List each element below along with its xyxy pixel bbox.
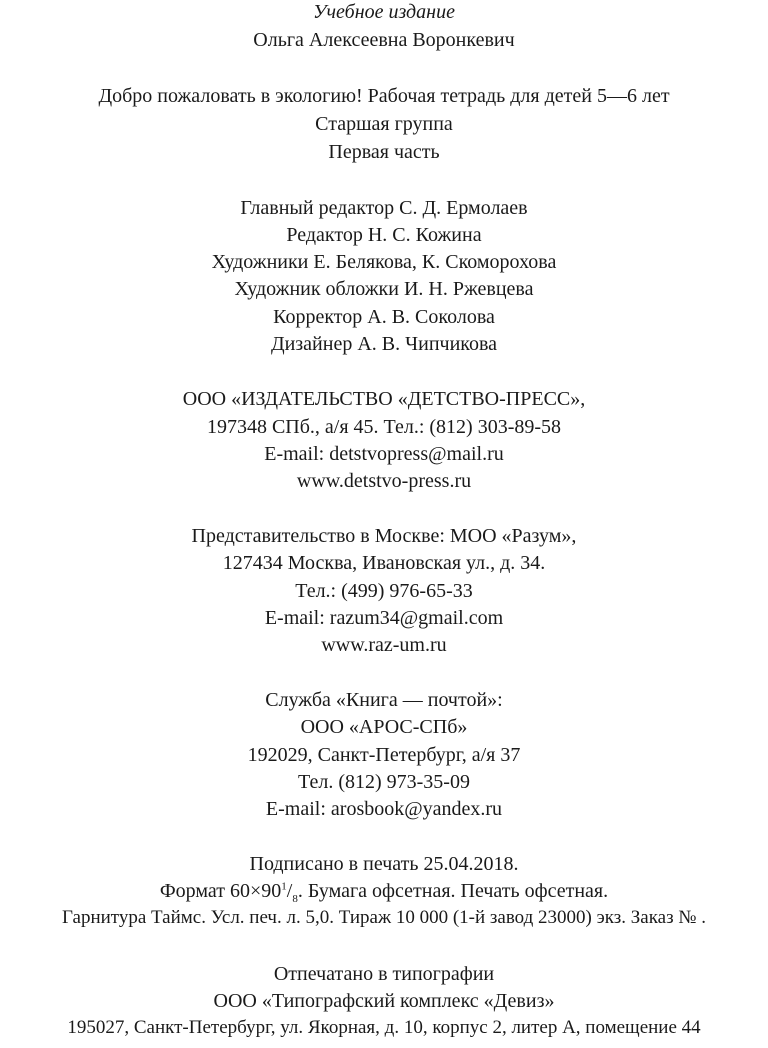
print-signed: Подписано в печать 25.04.2018. — [249, 853, 519, 875]
credit-designer: Дизайнер А. В. Чипчикова — [270, 333, 498, 355]
author: Ольга Алексеевна Воронкевич — [253, 29, 515, 51]
publisher-address: 197348 СПб., а/я 45. Тел.: (812) 303-89-58 — [206, 416, 562, 438]
printing-house-address: 195027, Санкт-Петербург, ул. Якорная, д. 10, корпус 2, литер А, помещение 44 — [67, 1017, 701, 1038]
publisher-email: E-mail: detstvopress@mail.ru — [264, 443, 504, 465]
publisher-name: ООО «ИЗДАТЕЛЬСТВО «ДЕТСТВО-ПРЕСС», — [182, 388, 586, 410]
mail-order-email: E-mail: arosbook@yandex.ru — [265, 798, 503, 820]
print-format-numerator: 1 — [281, 880, 287, 893]
print-format-prefix: Формат 60×90 — [159, 880, 282, 902]
book-part: Первая часть — [328, 141, 440, 163]
print-format-suffix: . Бумага офсетная. Печать офсетная. — [297, 880, 609, 902]
publisher-website: www.detstvo-press.ru — [296, 470, 472, 492]
credit-artists: Художники Е. Белякова, К. Скоморохова — [211, 251, 557, 273]
credit-proofreader: Корректор А. В. Соколова — [273, 306, 495, 328]
print-format-slash: / — [286, 880, 293, 902]
print-format — [0, 879, 768, 903]
moscow-office-website: www.raz-um.ru — [321, 634, 447, 656]
edition-type: Учебное издание — [313, 1, 455, 23]
credit-cover-artist: Художник обложки И. Н. Ржевцева — [234, 278, 534, 300]
printing-house-label: Отпечатано в типографии — [273, 963, 495, 985]
mail-order-phone: Тел. (812) 973-35-09 — [298, 771, 470, 793]
mail-order-company: ООО «АРОС-СПб» — [300, 716, 468, 738]
book-title: Добро пожаловать в экологию! Рабочая тетрадь для детей 5—6 лет — [98, 85, 670, 107]
mail-order-name: Служба «Книга — почтой»: — [265, 689, 503, 711]
moscow-office-name: Представительство в Москве: МОО «Разум», — [191, 525, 577, 547]
moscow-office-address: 127434 Москва, Ивановская ул., д. 34. — [222, 552, 546, 574]
printing-house-name: ООО «Типографский комплекс «Девиз» — [213, 990, 555, 1012]
print-typeface: Гарнитура Таймс. Усл. печ. л. 5,0. Тираж 10 000 (1-й завод 23000) экз. Заказ № . — [62, 907, 706, 928]
moscow-office-email: E-mail: razum34@gmail.com — [264, 607, 504, 629]
credit-chief-editor: Главный редактор С. Д. Ермолаев — [240, 197, 528, 219]
print-format-denominator: 8 — [292, 893, 298, 905]
book-group: Старшая группа — [315, 113, 453, 135]
credit-editor: Редактор Н. С. Кожина — [286, 224, 482, 246]
moscow-office-phone: Тел.: (499) 976-65-33 — [295, 580, 473, 602]
mail-order-address: 192029, Санкт-Петербург, а/я 37 — [247, 744, 521, 766]
